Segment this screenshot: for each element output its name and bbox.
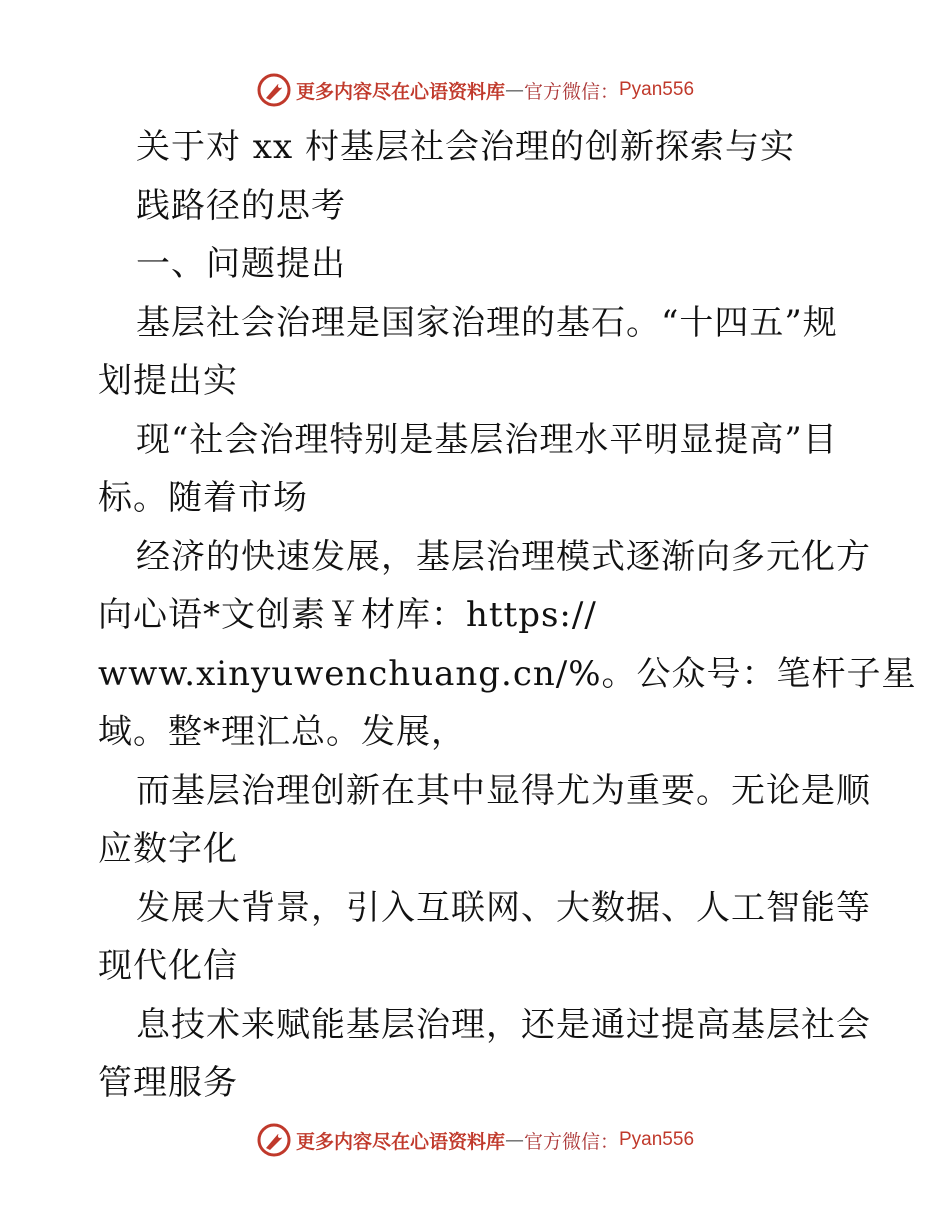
paragraph-line: 管理服务 xyxy=(98,1063,238,1103)
footer-banner xyxy=(0,1120,950,1160)
doc-title-line-2: 践路径的思考 xyxy=(136,185,346,226)
paragraph-line: 发展大背景，引入互联网、大数据、人工智能等 xyxy=(136,887,871,928)
banner-title: 更多内容尽在心语资料库 xyxy=(295,80,505,103)
paragraph-line: 域。整*理汇总。发展， xyxy=(98,712,466,752)
paragraph-line: 息技术来赋能基层治理，还是通过提高基层社会 xyxy=(136,1004,871,1045)
paragraph-line: 标。随着市场 xyxy=(98,478,308,518)
paragraph-line: 基层社会治理是国家治理的基石。“十四五”规 xyxy=(136,302,838,343)
banner-separator: — xyxy=(504,79,524,101)
paragraph-line: 应数字化 xyxy=(98,829,238,869)
paragraph-line: www.xinyuwenchuang.cn/%。公众号：笔杆子星 xyxy=(98,653,917,694)
banner-separator: — xyxy=(504,1129,524,1151)
header-banner xyxy=(0,70,950,110)
section-heading: 一、问题提出 xyxy=(136,244,346,284)
paragraph-line: 而基层治理创新在其中显得尤为重要。无论是顺 xyxy=(136,770,871,811)
pen-nib-logo-icon xyxy=(256,1122,292,1158)
paragraph-line: 现代化信 xyxy=(98,946,238,986)
doc-title-line-1: 关于对 xx 村基层社会治理的创新探索与实 xyxy=(136,127,795,167)
banner-account: Pyan556 xyxy=(619,79,695,100)
paragraph-line: 经济的快速发展，基层治理模式逐渐向多元化方 xyxy=(136,536,871,577)
banner-title: 更多内容尽在心语资料库 xyxy=(295,1130,505,1153)
document-body xyxy=(98,118,917,1113)
paragraph-line: 向心语*文创素￥材库：https:// xyxy=(98,595,597,635)
banner-wechat-label: 官方微信： xyxy=(523,1130,619,1153)
banner-account: Pyan556 xyxy=(619,1129,695,1150)
banner-wechat-label: 官方微信： xyxy=(523,80,619,103)
paragraph-line: 划提出实 xyxy=(98,361,238,401)
pen-nib-logo-icon xyxy=(256,72,292,108)
paragraph-line: 现“社会治理特别是基层治理水平明显提高”目 xyxy=(136,419,838,460)
